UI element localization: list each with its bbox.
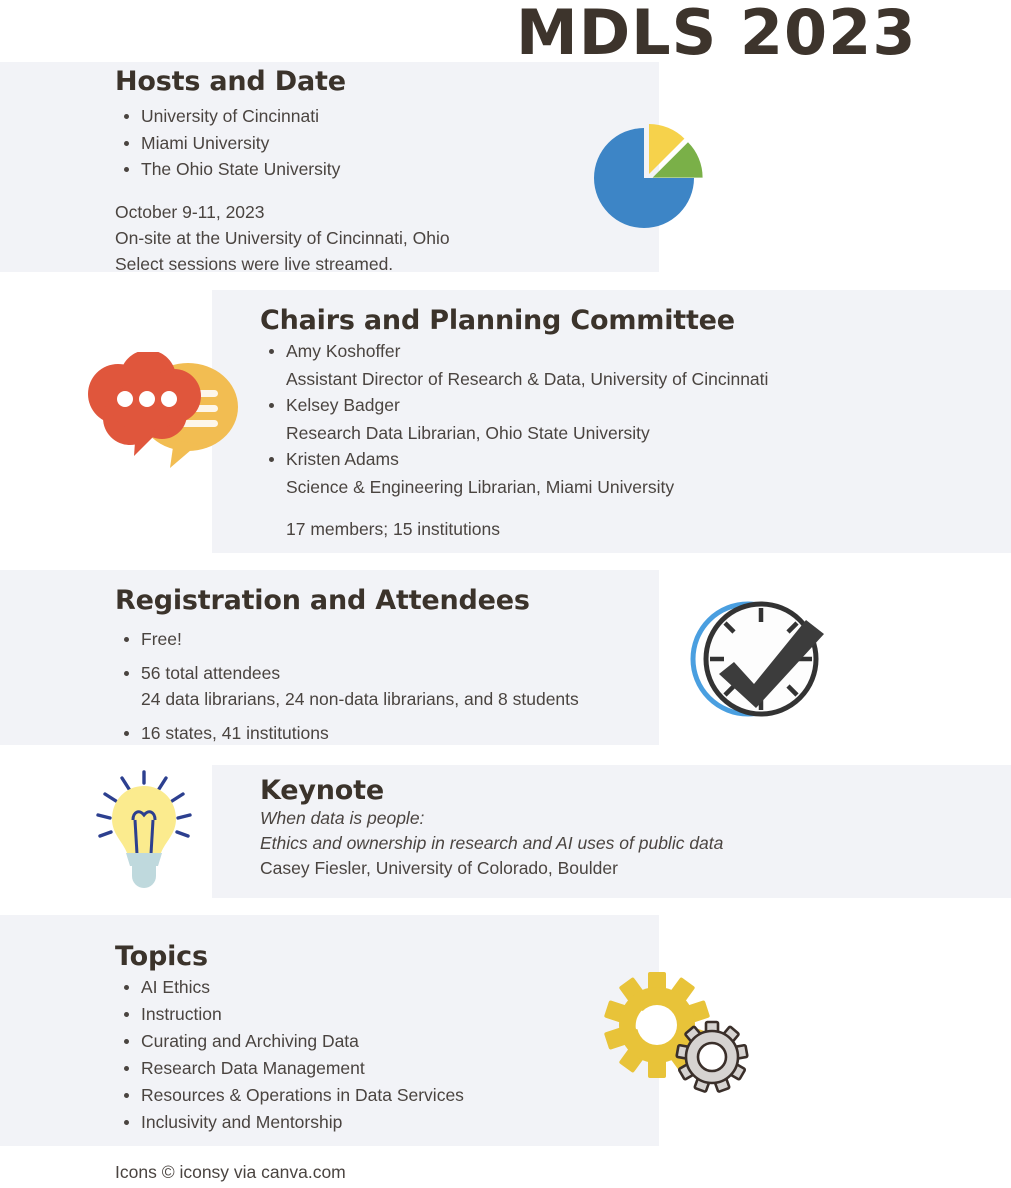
clock-check-icon [686, 592, 828, 727]
hosts-item-label: The Ohio State University [141, 159, 341, 179]
list-item [141, 1082, 635, 1109]
list-item [141, 626, 655, 653]
hosts-heading: Hosts and Date [115, 66, 346, 97]
topic-label: Instruction [141, 1004, 222, 1024]
keynote-title-line-2: Ethics and ownership in research and AI uses of public data [260, 833, 724, 853]
chairs-list [260, 338, 1000, 500]
chair-role: Science & Engineering Librarian, Miami University [286, 476, 675, 497]
hosts-list [115, 103, 635, 183]
hosts-item-label: University of Cincinnati [141, 106, 319, 126]
topics-heading: Topics [115, 941, 208, 972]
lightbulb-icon [92, 768, 197, 888]
list-item [286, 446, 1000, 500]
list-item [141, 720, 655, 747]
speech-bubbles-icon [78, 352, 246, 474]
chair-name: Kelsey Badger [286, 395, 400, 415]
list-item [141, 1055, 635, 1082]
topic-label: AI Ethics [141, 977, 211, 997]
list-item [141, 156, 635, 183]
hosts-location: On-site at the University of Cincinnati, Ohio [115, 227, 450, 248]
chair-name: Amy Koshoffer [286, 341, 401, 361]
registration-item-detail: 24 data librarians, 24 non-data librarians, and 8 students [141, 689, 579, 709]
chair-name: Kristen Adams [286, 449, 399, 469]
gears-icon [604, 970, 754, 1095]
page-title: MDLS 2023 [516, 0, 917, 69]
list-item [286, 338, 1000, 392]
chair-role: Assistant Director of Research & Data, University of Cincinnati [286, 368, 769, 389]
hosts-item-label: Miami University [141, 132, 270, 153]
list-item [141, 660, 655, 713]
registration-heading: Registration and Attendees [115, 585, 530, 616]
chairs-heading: Chairs and Planning Committee [260, 305, 735, 336]
topic-label: Research Data Management [141, 1058, 365, 1078]
list-item [141, 103, 635, 130]
list-item [141, 974, 635, 1001]
topics-section [115, 941, 635, 1136]
list-item [141, 1001, 635, 1028]
registration-item-label: 56 total attendees [141, 662, 281, 683]
list-item [141, 1109, 635, 1136]
registration-list [115, 626, 655, 746]
registration-item-label: 16 states, 41 institutions [141, 722, 329, 743]
pie-chart-icon [580, 110, 715, 245]
keynote-heading: Keynote [260, 775, 384, 806]
list-item [141, 1028, 635, 1055]
hosts-streaming-note: Select sessions were live streamed. [115, 253, 394, 274]
list-item [286, 392, 1000, 446]
chairs-and-planning-committee-section [260, 305, 1000, 542]
list-item [141, 130, 635, 157]
keynote-speaker: Casey Fiesler, University of Colorado, Boulder [260, 858, 618, 878]
registration-item-label: Free! [141, 629, 182, 649]
footer-credit: Icons © iconsy via canva.com [115, 1162, 346, 1182]
topic-label: Resources & Operations in Data Services [141, 1085, 464, 1105]
keynote-section [260, 775, 1000, 881]
chair-role: Research Data Librarian, Ohio State University [286, 422, 650, 443]
hosts-date: October 9-11, 2023 [115, 201, 265, 222]
registration-and-attendees-section [115, 585, 655, 746]
topic-label: Inclusivity and Mentorship [141, 1112, 343, 1132]
topics-list [115, 974, 635, 1136]
hosts-and-date-section [115, 66, 635, 277]
committee-size-note: 17 members; 15 institutions [286, 519, 500, 539]
keynote-title-line-1: When data is people: [260, 808, 425, 828]
topic-label: Curating and Archiving Data [141, 1031, 359, 1051]
